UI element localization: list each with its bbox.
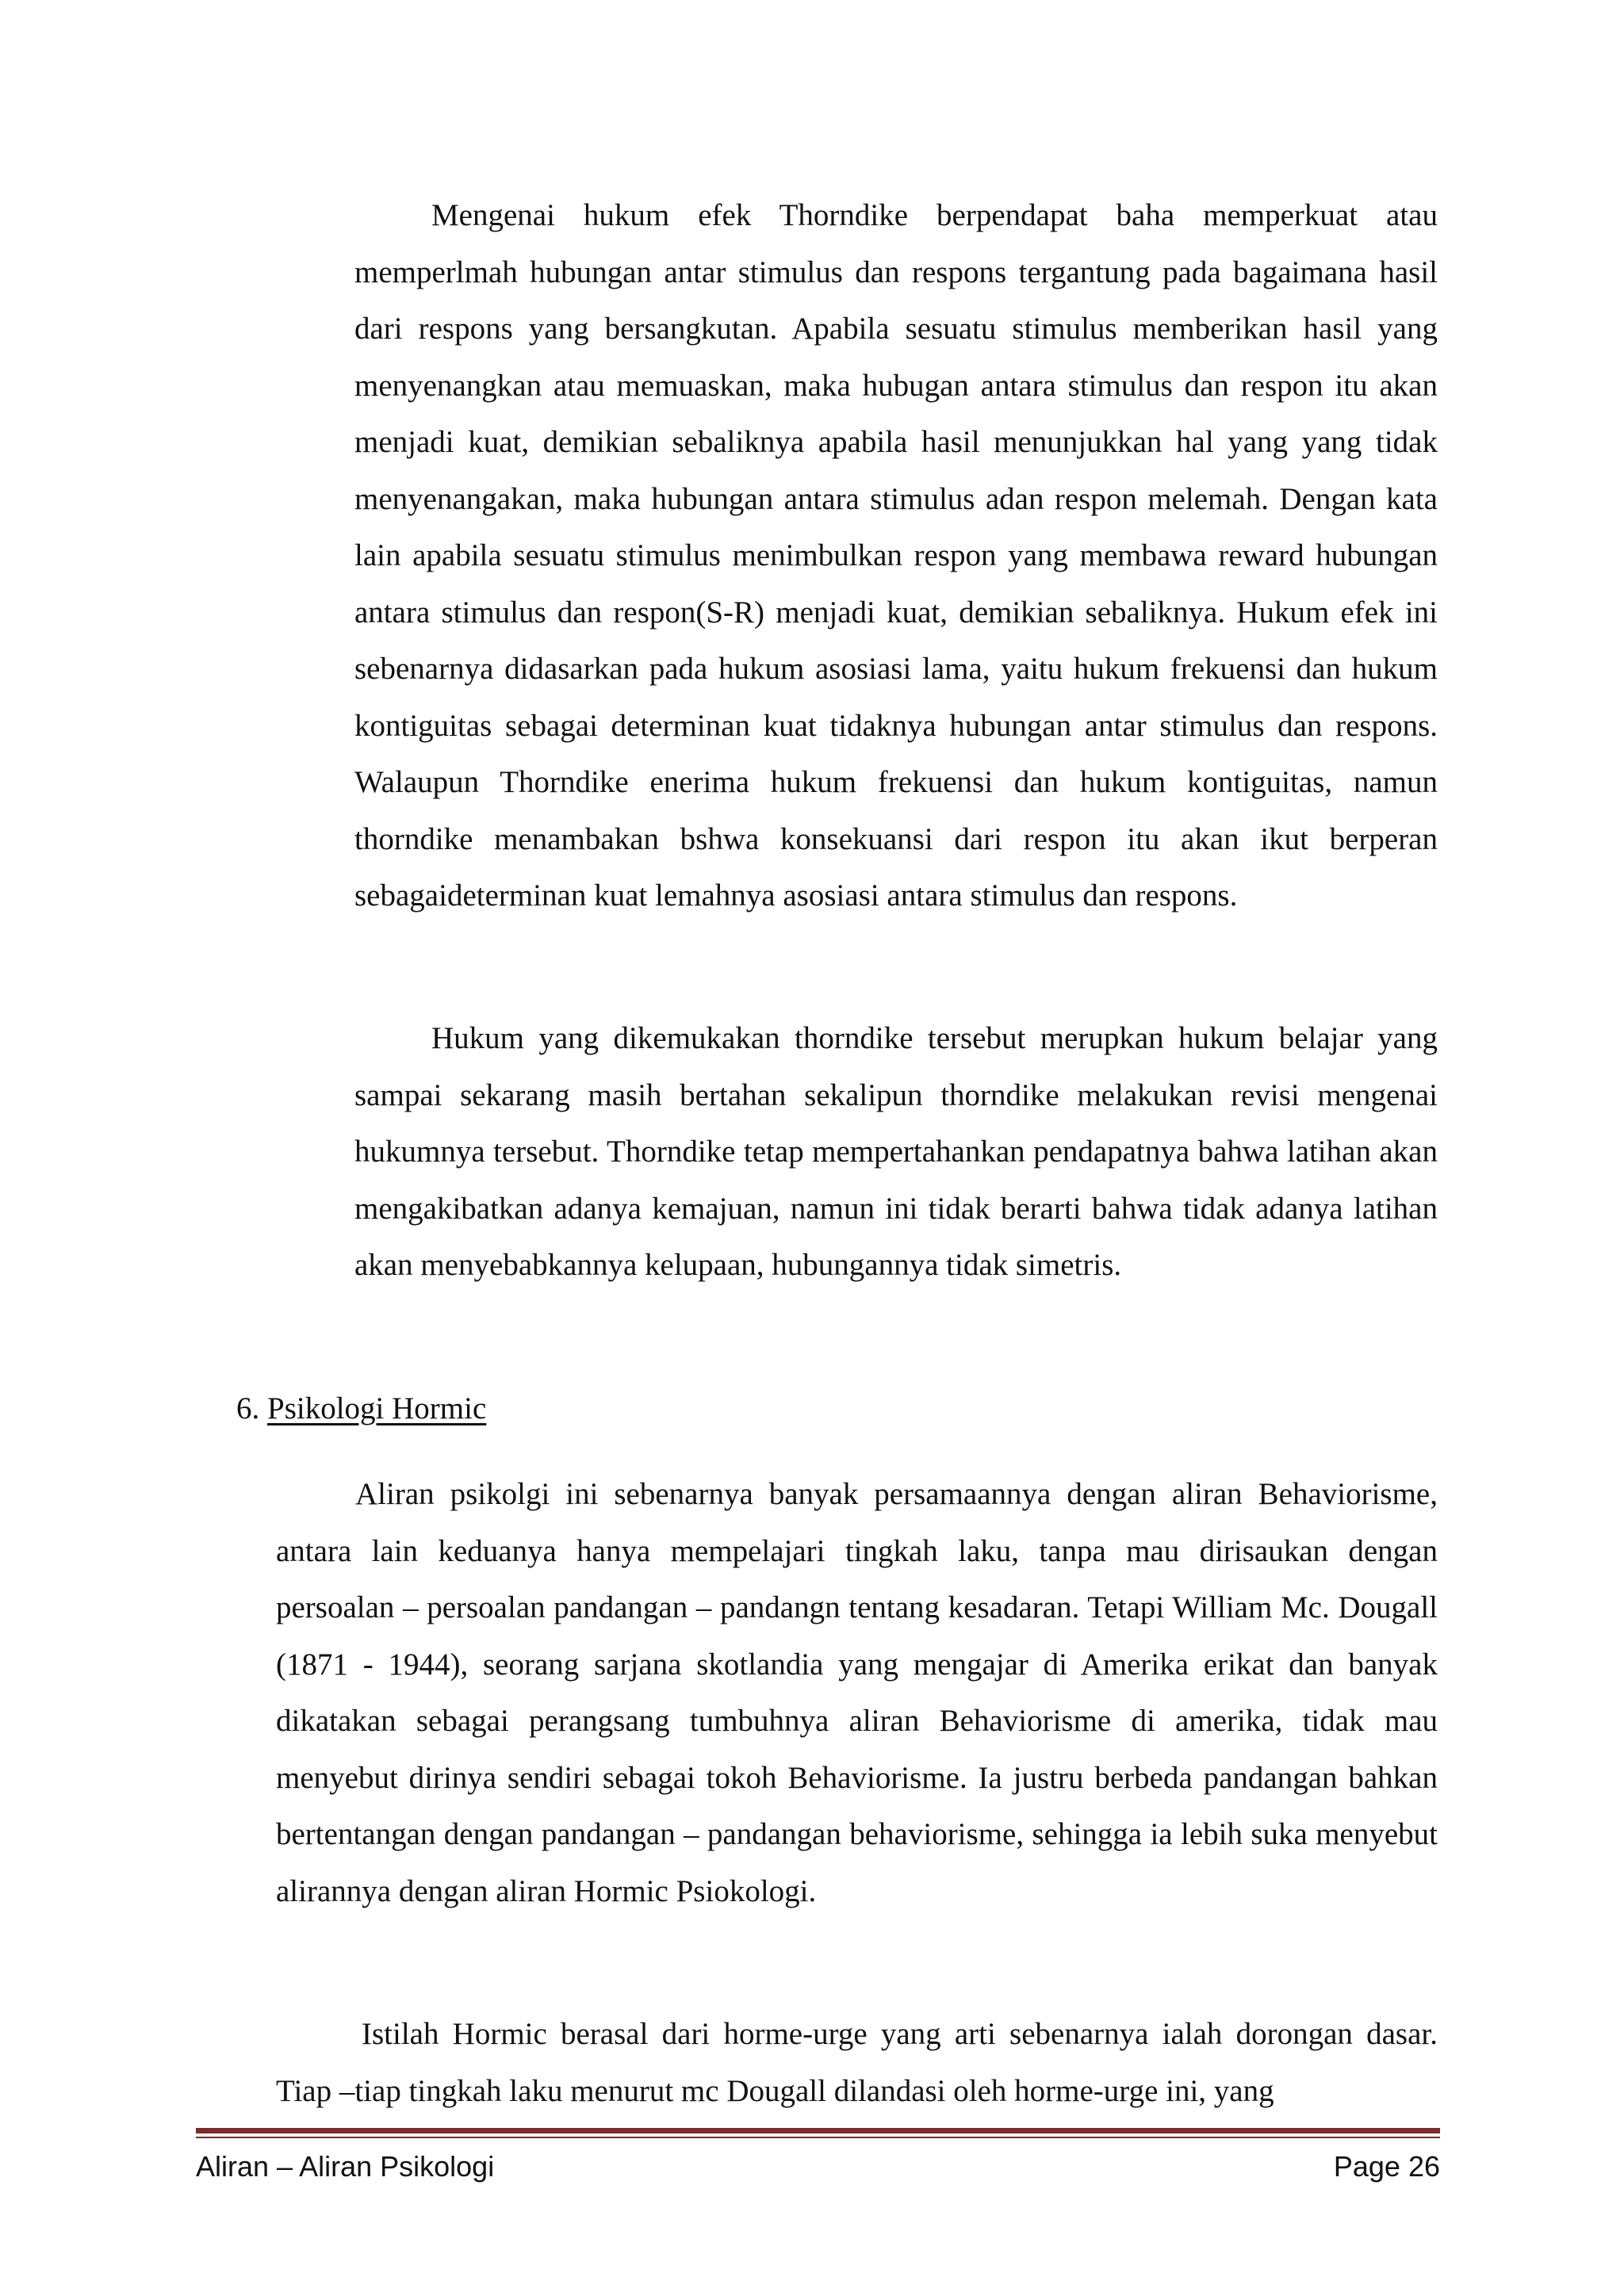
footer-page-number: Page 26	[1333, 2150, 1440, 2183]
footer-rule-thick	[196, 2128, 1440, 2133]
footer-rule-thin	[196, 2137, 1440, 2138]
footer-document-title: Aliran – Aliran Psikologi	[196, 2150, 495, 2183]
paragraph-aliran-hormic: Aliran psikolgi ini sebenarnya banyak persamaannya dengan aliran Behaviorisme, antara lain keduanya hanya mempelajari tingkah laku, tanpa mau dirisaukan dengan persoalan – persoalan pandangan – pandangn tentang kesadaran. Tetapi William Mc. Dougall (1871 - 1944), seorang sarjana skotlandia yang mengajar di Amerika erikat dan banyak dikatakan sebagai perangsang tumbuhnya aliran Behaviorisme di amerika, tidak mau menyebut dirinya sendiri sebagai tokoh Behaviorisme. Ia justru berbeda pandangan bahkan bertentangan dengan pandangan – pandangan behaviorisme, sehingga ia lebih suka menyebut alirannya dengan aliran Hormic Psiokologi.	[276, 1477, 1438, 1908]
paragraph-hukum-efek: Mengenai hukum efek Thorndike berpendapat baha memperkuat atau memperlmah hubungan antar stimulus dan respons tergantung pada bagaimana hasil dari respons yang bersangkutan. Apabila sesuatu stimulus memberikan hasil yang menyenangkan atau memuaskan, maka hubugan antara stimulus dan respon itu akan menjadi kuat, demikian sebaliknya apabila hasil menunjukkan hal yang yang tidak menyenangakan, maka hubungan antara stimulus adan respon melemah. Dengan kata lain apabila sesuatu stimulus menimbulkan respon yang membawa reward hubungan antara stimulus dan respon(S-R) menjadi kuat, demikian sebaliknya. Hukum efek ini sebenarnya didasarkan pada hukum asosiasi lama, yaitu hukum frekuensi dan hukum kontiguitas sebagai determinan kuat tidaknya hubungan antar stimulus dan respons. Walaupun Thorndike enerima hukum frekuensi dan hukum kontiguitas, namun thorndike menambakan bshwa konsekuansi dari respon itu akan ikut berperan sebagaideterminan kuat lemahnya asosiasi antara stimulus dan respons.	[354, 198, 1438, 913]
paragraph-hukum-belajar: Hukum yang dikemukakan thorndike tersebut merupkan hukum belajar yang sampai sekarang masih bertahan sekalipun thorndike melakukan revisi mengenai hukumnya tersebut. Thorndike tetap mempertahankan pendapatnya bahwa latihan akan mengakibatkan adanya kemajuan, namun ini tidak berarti bahwa tidak adanya latihan akan menyebabkannya kelupaan, hubungannya tidak simetris.	[354, 1021, 1438, 1282]
section-heading	[236, 1380, 486, 1437]
section-title: Psikologi Hormic	[267, 1391, 487, 1425]
section-number: 6.	[236, 1391, 260, 1425]
paragraph-istilah-hormic: Istilah Hormic berasal dari horme-urge yang arti sebenarnya ialah dorongan dasar. Tiap –tiap tingkah laku menurut mc Dougall dilandasi oleh horme-urge ini, yang	[276, 2017, 1438, 2108]
